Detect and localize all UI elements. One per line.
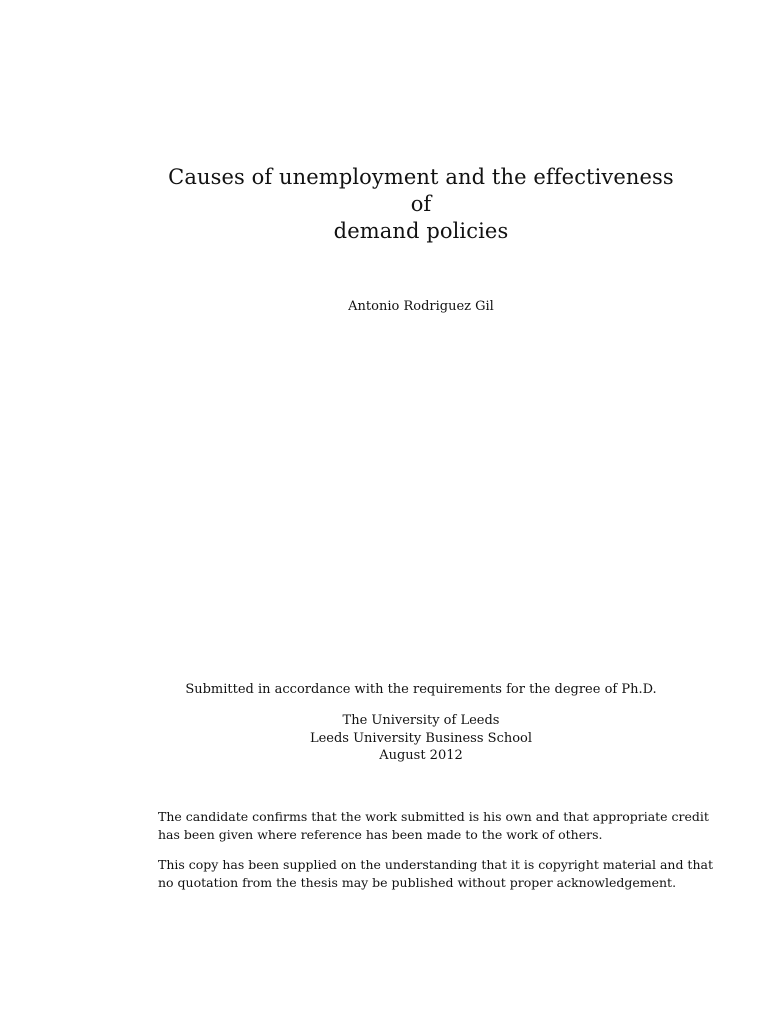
thesis-title-line-2: demand policies [333,219,509,243]
originality-statement [158,808,709,844]
school-name: Leeds University Business School [309,730,533,746]
submission-statement: Submitted in accordance with the requirements for the degree of Ph.D. [185,682,657,697]
originality-statement-line-2: has been given where reference has been made to the work of others. [158,827,603,842]
university-name: The University of Leeds [342,713,500,728]
thesis-title [158,164,684,245]
copyright-statement-line-2: no quotation from the thesis may be published without proper acknowledgement. [158,875,677,890]
originality-statement-line-1: The candidate confirms that the work submitted is his own and that appropriate credit [158,809,709,824]
submission-date: August 2012 [379,748,463,763]
copyright-statement [158,856,713,892]
institution-block [158,712,684,765]
declarations [158,808,713,904]
thesis-title-line-1: Causes of unemployment and the effectiveness of [168,165,674,216]
copyright-statement-line-1: This copy has been supplied on the understanding that it is copyright material and that [158,857,713,872]
author-name: Antonio Rodriguez Gil [348,299,494,314]
